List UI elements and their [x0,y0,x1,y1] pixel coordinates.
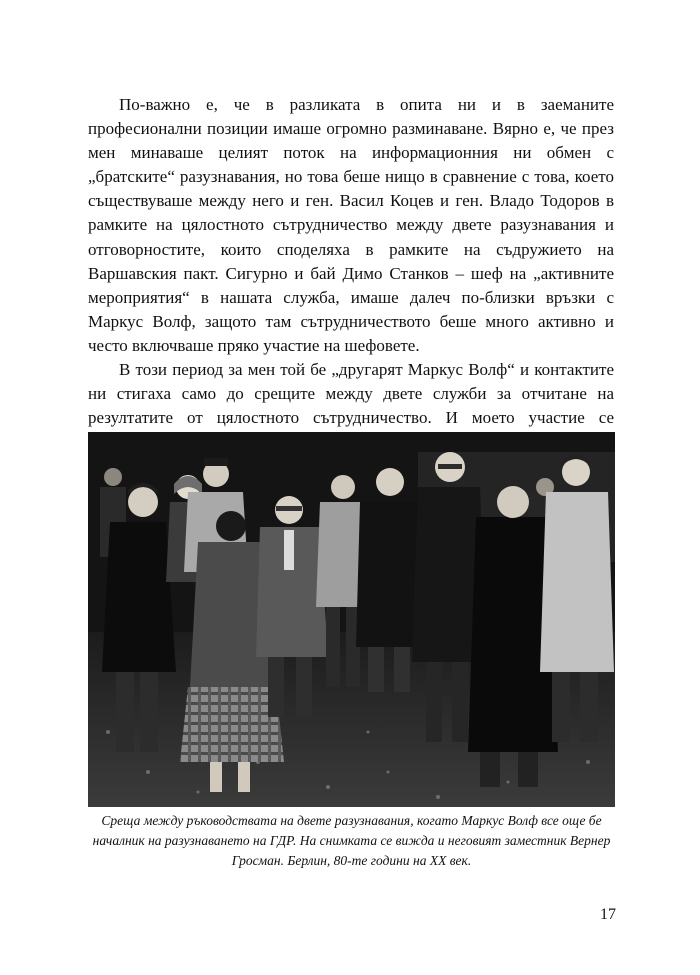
group-photo [88,432,615,807]
paragraph-2: В този период за мен той бе „другарят Маркус Волф“ и контактите ни стигаха само до срещите между двете служби за отчитане на резултатите от цялостното сътрудничество. И моето участие се [88,360,614,428]
group-photo-illustration [88,432,615,807]
page-number: 17 [600,906,616,923]
photo-caption: Среща между ръководствата на двете разузнавания, когато Маркус Волф все още бе началник на разузнаването на ГДР. На снимката се вижда и неговият заместник Вернер Гросман. Берлин, 80-те години на XX век. [92,813,611,868]
paragraph-1: По-важно е, че в разликата в опита ни и в заеманите професионални позиции имаше огромно разминаване. Вярно е, че през мен минаваше целият поток на информационния ни обмен с „братските“ разузнавания, но това беше нищо в сравнение с това, което съществуваше между него и ген. Васил Коцев и ген. Владо Тодоров в рамките на цялостното сътрудничество между двете разузнавания и отговорностите, които споделяха в рамките на съдружието на Варшавския пакт. Сигурно и бай Димо Станков – шеф на „активните мероприятия“ в нашата служба, имаше далеч по-близки връзки с Маркус Волф, защото там сътрудничеството беше много активно и често включваше пряко участие на шефовете. [88,95,614,355]
body-text [88,93,614,454]
